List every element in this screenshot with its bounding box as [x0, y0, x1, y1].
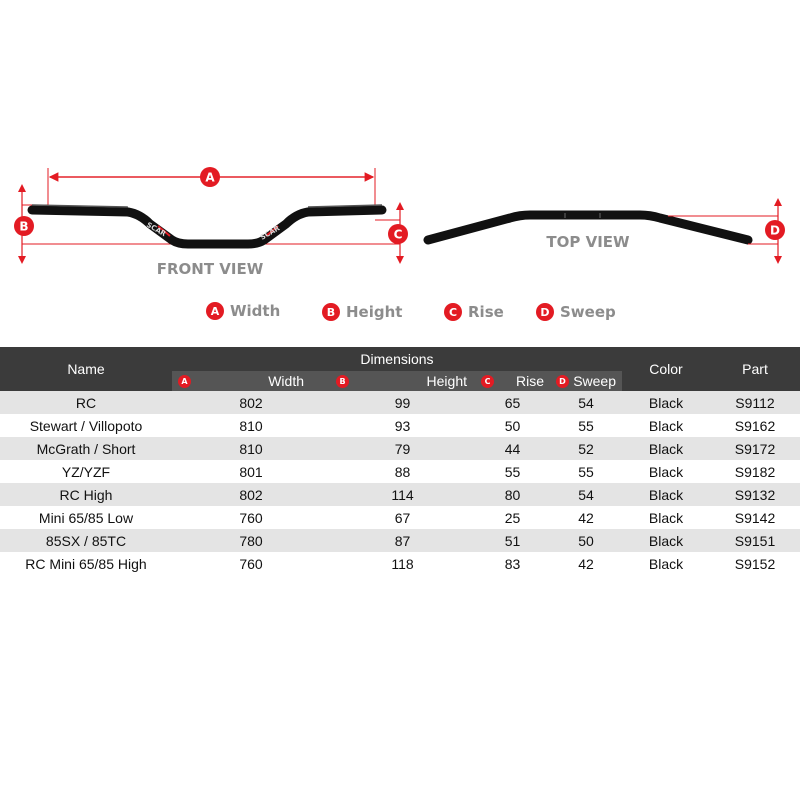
cell-height: 118 [391, 555, 414, 572]
cell-name: RC Mini 65/85 High [25, 555, 147, 572]
cell-part: S9152 [734, 555, 776, 572]
cell-sweep: 55 [578, 463, 594, 480]
legend-rise [444, 303, 504, 321]
legend-height [322, 303, 402, 321]
header-badge-c: C [481, 375, 494, 388]
marker-c [388, 224, 408, 244]
cell-part: S9132 [734, 486, 776, 503]
legend-badge-b: B [322, 303, 340, 321]
legend-label-height: Height [346, 303, 403, 321]
legend-label-rise: Rise [468, 303, 504, 321]
dimension-legend [0, 300, 800, 328]
svg-text:B: B [19, 219, 29, 234]
header-color: Color [622, 347, 710, 391]
cell-width: 802 [239, 486, 263, 503]
legend-label-width: Width [230, 302, 281, 320]
cell-part: S9162 [734, 417, 776, 434]
brand-logo-left: SCAR [145, 220, 168, 239]
cell-color: Black [648, 463, 684, 480]
cell-width: 810 [239, 440, 263, 457]
cell-name: Stewart / Villopoto [29, 417, 143, 434]
cell-part: S9182 [734, 463, 776, 480]
cell-name: McGrath / Short [36, 440, 136, 457]
cell-width: 810 [239, 417, 263, 434]
header-dimensions: Dimensions [172, 347, 622, 371]
cell-color: Black [648, 417, 684, 434]
cell-height: 79 [394, 440, 411, 457]
cell-sweep: 55 [578, 417, 594, 434]
cell-width: 760 [239, 555, 263, 572]
cell-height: 88 [394, 463, 411, 480]
cell-sweep: 54 [578, 486, 594, 503]
cell-height: 87 [394, 532, 411, 549]
cell-height: 67 [394, 509, 411, 526]
table-row [0, 529, 800, 552]
cell-height: 93 [394, 417, 411, 434]
front-view-label: FRONT VIEW [156, 260, 264, 278]
cell-width: 760 [239, 509, 263, 526]
header-sweep: D Sweep [550, 371, 622, 391]
cell-name: RC High [59, 486, 113, 503]
header-badge-b: B [336, 375, 349, 388]
legend-badge-a: A [206, 302, 224, 320]
cell-name: Mini 65/85 Low [38, 509, 134, 526]
header-width: A Width [172, 371, 330, 391]
header-name: Name [0, 347, 172, 391]
cell-rise: 65 [504, 394, 521, 411]
svg-text:D: D [770, 223, 780, 238]
cell-part: S9142 [734, 509, 776, 526]
header-part: Part [710, 347, 800, 391]
cell-rise: 50 [504, 417, 521, 434]
header-rise: C Rise [475, 371, 550, 391]
cell-width: 802 [239, 394, 263, 411]
cell-color: Black [648, 394, 684, 411]
cell-rise: 55 [504, 463, 521, 480]
table-row [0, 506, 800, 529]
cell-part: S9172 [734, 440, 776, 457]
legend-label-sweep: Sweep [560, 303, 616, 321]
cell-name: 85SX / 85TC [45, 532, 127, 549]
cell-name: RC [75, 394, 97, 411]
cell-width: 801 [239, 463, 263, 480]
header-height: B Height [330, 371, 475, 391]
table-row [0, 483, 800, 506]
cell-rise: 83 [504, 555, 521, 572]
cell-color: Black [648, 509, 684, 526]
cell-rise: 44 [504, 440, 521, 457]
cell-sweep: 42 [578, 555, 594, 572]
legend-badge-c: C [444, 303, 462, 321]
cell-part: S9151 [734, 532, 776, 549]
table-row [0, 391, 800, 414]
handlebar-diagram [0, 0, 800, 340]
cell-part: S9112 [735, 394, 775, 411]
cell-sweep: 54 [578, 394, 594, 411]
legend-sweep [536, 303, 616, 321]
top-view-label: TOP VIEW [546, 233, 630, 251]
marker-b [14, 216, 34, 236]
legend-badge-d: D [536, 303, 554, 321]
table-row [0, 552, 800, 575]
cell-rise: 51 [504, 532, 521, 549]
cell-color: Black [648, 486, 684, 503]
cell-rise: 25 [504, 509, 521, 526]
height-dimension [18, 184, 400, 264]
cell-sweep: 42 [578, 509, 594, 526]
cell-height: 99 [394, 394, 411, 411]
cell-color: Black [648, 555, 684, 572]
cell-name: YZ/YZF [61, 463, 111, 480]
cell-sweep: 50 [578, 532, 594, 549]
cell-sweep: 52 [578, 440, 594, 457]
header-badge-d: D [556, 375, 569, 388]
cell-rise: 80 [504, 486, 521, 503]
dimensions-table [0, 347, 800, 575]
brand-logo-right: SCAR [259, 224, 282, 242]
header-badge-a: A [178, 375, 191, 388]
cell-width: 780 [239, 532, 263, 549]
front-view-handlebar [32, 205, 382, 244]
marker-a [200, 167, 220, 187]
cell-height: 114 [391, 486, 414, 503]
table-row [0, 437, 800, 460]
svg-text:C: C [393, 227, 403, 242]
cell-color: Black [648, 532, 684, 549]
svg-text:A: A [205, 170, 215, 185]
cell-color: Black [648, 440, 684, 457]
legend-width [206, 302, 280, 320]
table-row [0, 414, 800, 437]
table-row [0, 460, 800, 483]
marker-d [765, 220, 785, 240]
